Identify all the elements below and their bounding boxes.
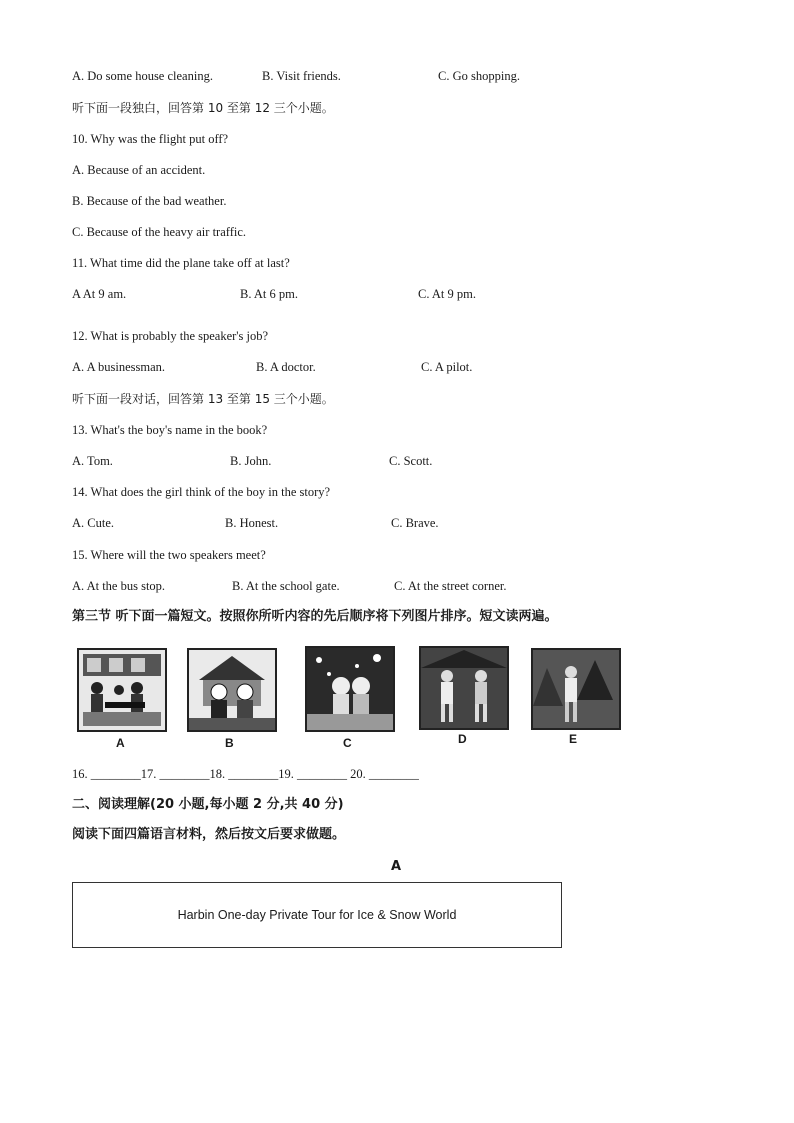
q13-question: 13. What's the boy's name in the book? — [72, 423, 268, 437]
q15-option-b: B. At the school gate. — [232, 579, 340, 593]
q14-option-a: A. Cute. — [72, 516, 115, 530]
q14-question: 14. What does the girl think of the boy in the story? — [72, 485, 331, 499]
q13-option-c: C. Scott. — [389, 454, 433, 468]
q10-option-b: B. Because of the bad weather. — [72, 194, 227, 208]
q13-option-a: A. Tom. — [72, 454, 113, 468]
picture-label-d: D — [458, 732, 467, 746]
picture-c-night-stars — [305, 646, 395, 732]
q11-option-b: B. At 6 pm. — [240, 287, 298, 301]
picture-label-b: B — [225, 736, 234, 750]
instruction-10-12: 听下面一段独白，回答第 10 至第 12 三个小题。 — [72, 101, 334, 115]
q12-option-c: C. A pilot. — [421, 360, 473, 374]
q15-option-a: A. At the bus stop. — [72, 579, 166, 593]
picture-label-a: A — [116, 736, 125, 750]
q10-option-c: C. Because of the heavy air traffic. — [72, 225, 246, 239]
answer-blanks-16-20: 16. ________17. ________18. ________19. ________ 20. ________ — [72, 767, 419, 781]
q12-option-a: A. A businessman. — [72, 360, 166, 374]
part-2-instruction: 阅读下面四篇语言材料，然后按文后要求做题。 — [72, 827, 346, 842]
q12-option-b: B. A doctor. — [256, 360, 316, 374]
picture-label-c: C — [343, 736, 352, 750]
section-3-heading: 第三节 听下面一篇短文。按照你所听内容的先后顺序将下列图片排序。短文读两遍。 — [72, 609, 558, 624]
picture-a-family-dinner — [77, 648, 167, 732]
tour-title: Harbin One-day Private Tour for Ice & Snow World — [177, 908, 457, 922]
q13-option-b: B. John. — [230, 454, 272, 468]
instruction-13-15: 听下面一段对话，回答第 13 至第 15 三个小题。 — [72, 392, 334, 406]
q12-question: 12. What is probably the speaker's job? — [72, 329, 269, 343]
tour-title-box — [72, 882, 562, 948]
q14-option-b: B. Honest. — [225, 516, 279, 530]
q11-question: 11. What time did the plane take off at last? — [72, 256, 290, 270]
q9-option-b: B. Visit friends. — [262, 69, 341, 83]
q15-option-c: C. At the street corner. — [394, 579, 507, 593]
part-2-title: 二、阅读理解(20 小题,每小题 2 分,共 40 分) — [72, 797, 344, 812]
q10-question: 10. Why was the flight put off? — [72, 132, 229, 146]
q9-option-c: C. Go shopping. — [438, 69, 520, 83]
picture-d-walking — [419, 646, 509, 730]
q14-option-c: C. Brave. — [391, 516, 439, 530]
picture-label-e: E — [569, 732, 578, 746]
passage-letter: A — [391, 859, 402, 874]
q11-option-c: C. At 9 pm. — [418, 287, 476, 301]
q11-option-a: A At 9 am. — [72, 287, 127, 301]
q15-question: 15. Where will the two speakers meet? — [72, 548, 266, 562]
q9-option-a: A. Do some house cleaning. — [72, 69, 213, 83]
picture-b-children-house — [187, 648, 277, 732]
q10-option-a: A. Because of an accident. — [72, 163, 206, 177]
picture-e-forest — [531, 648, 621, 730]
